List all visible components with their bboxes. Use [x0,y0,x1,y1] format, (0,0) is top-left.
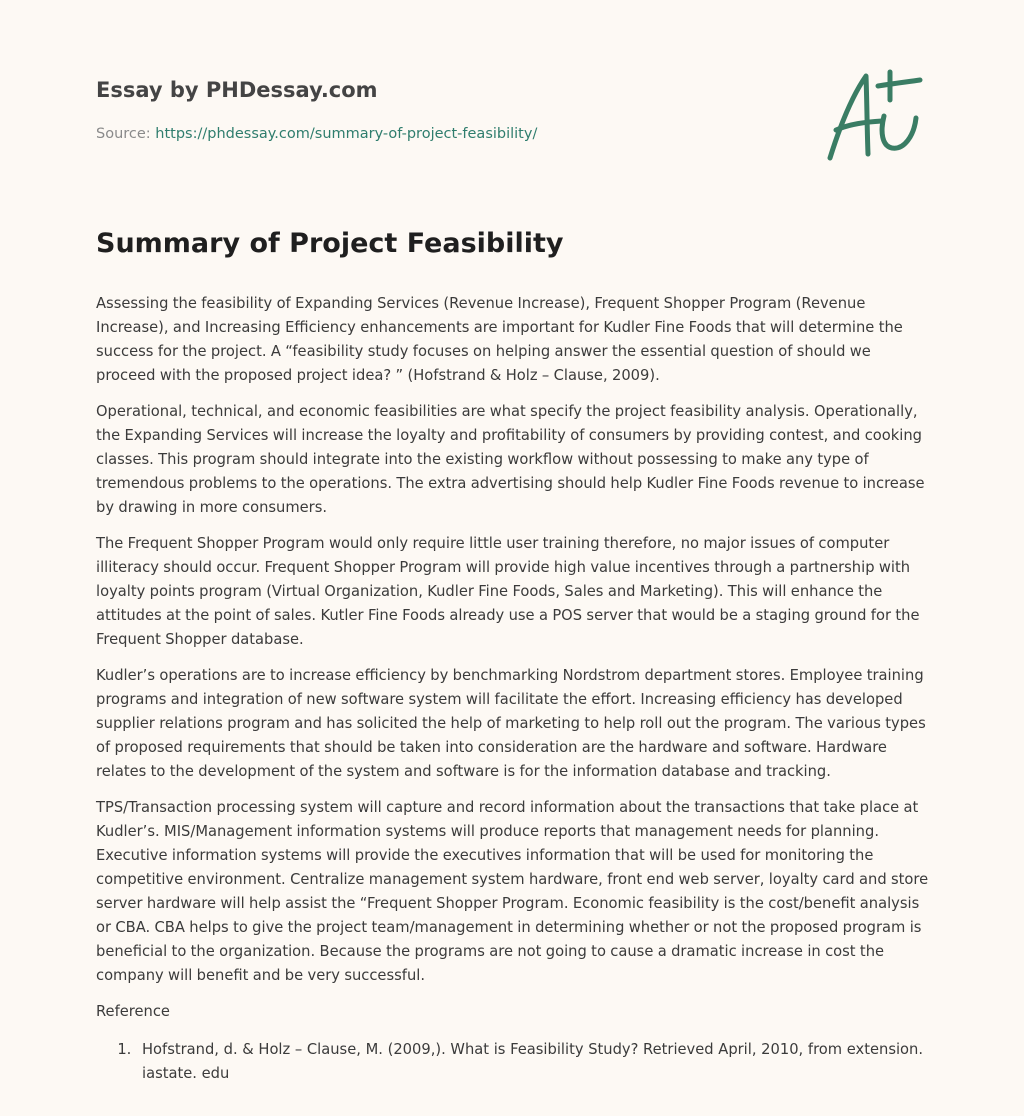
essay-article [96,222,932,1086]
source-link[interactable]: https://phdessay.com/summary-of-project-feasibility/ [155,126,538,142]
site-brand: Essay by PHDessay.com [96,78,378,102]
source-line [96,124,796,144]
reference-list [96,1038,932,1086]
a-plus-logo-icon [820,66,930,166]
essay-title: Summary of Project Feasibility [96,228,564,259]
essay-paragraph: Assessing the feasibility of Expanding Services (Revenue Increase), Frequent Shopper Program (Revenue Increase), and Increasing Efficiency enhancements are important for Kudler Fine Foods that will determine the success for the project. A “feasibility study focuses on helping answer the essential question of should we proceed with the proposed project idea? ” (Hofstrand & Holz – Clause, 2009). [96,295,903,384]
source-label: Source: [96,126,156,142]
essay-paragraph: TPS/Transaction processing system will capture and record information about the transactions that take place at Kudler’s. MIS/Management information systems will produce reports that management needs for planning. Executive information systems will provide the executives information that will be used for monitoring the competitive environment. Centralize management system hardware, front end web server, loyalty card and store server hardware will help assist the “Frequent Shopper Program. Economic feasibility is the cost/benefit analysis or CBA. CBA helps to give the project team/management in determining whether or not the proposed program is beneficial to the organization. Because the programs are not going to cause a dramatic increase in cost the company will benefit and be very successful. [96,799,929,984]
essay-paragraph: Operational, technical, and economic feasibilities are what specify the project feasibility analysis. Operationally, the Expanding Services will increase the loyalty and profitability of consumers by providing contest, and cooking classes. This program should integrate into the existing workflow without possessing to make any type of tremendous problems to the operations. The extra advertising should help Kudler Fine Foods revenue to increase by drawing in more consumers. [96,403,925,516]
essay-paragraph: The Frequent Shopper Program would only require little user training therefore, no major issues of computer illiteracy should occur. Frequent Shopper Program will provide high value incentives through a partnership with loyalty points program (Virtual Organization, Kudler Fine Foods, Sales and Marketing). This will enhance the attitudes at the point of sales. Kutler Fine Foods already use a POS server that would be a staging ground for the Frequent Shopper database. [96,535,920,648]
reference-heading: Reference [96,1003,170,1020]
essay-paragraph: Kudler’s operations are to increase efficiency by benchmarking Nordstrom department stores. Employee training programs and integration of new software system will facilitate the effort. Increasing efficiency has developed supplier relations program and has solicited the help of marketing to help roll out the program. The various types of proposed requirements that should be taken into consideration are the hardware and software. Hardware relates to the development of the system and software is for the information database and tracking. [96,667,926,780]
essay-header [96,76,796,144]
reference-item: 1. Hofstrand, d. & Holz – Clause, M. (2009,). What is Feasibility Study? Retrieved April, 2010, from extension. iastate. edu [136,1038,932,1086]
